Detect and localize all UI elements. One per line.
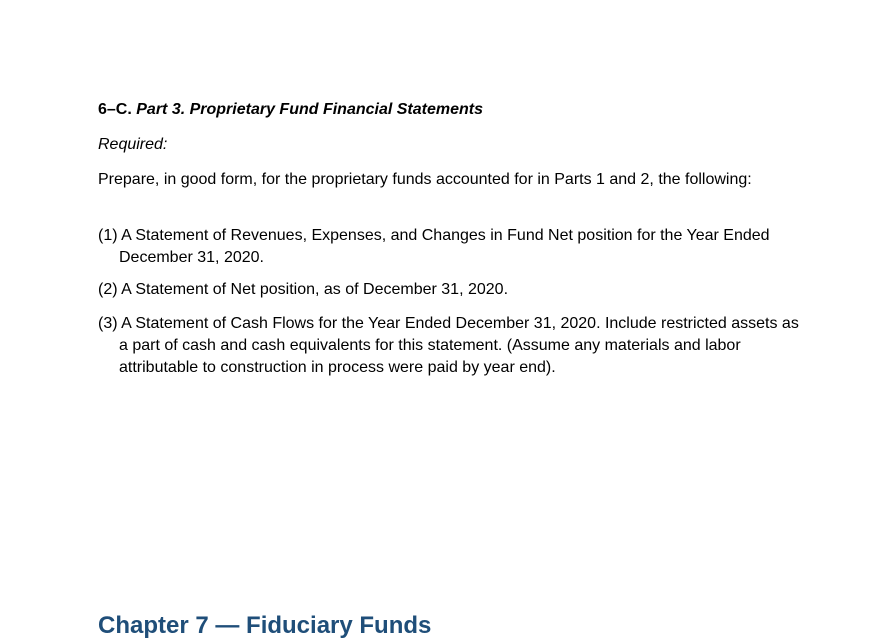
list-item: (1) A Statement of Revenues, Expenses, and Changes in Fund Net position for the Year Ended December 31, 2020. [98,227,770,266]
chapter-heading: Chapter 7 — Fiduciary Funds [98,612,432,639]
section-number: 6–C. [98,101,132,118]
section-title: Part 3. Proprietary Fund Financial Statements [136,101,484,118]
list-item: (2) A Statement of Net position, as of December 31, 2020. [98,281,509,298]
required-label: Required: [98,136,168,153]
intro-paragraph: Prepare, in good form, for the proprietary funds accounted for in Parts 1 and 2, the following: [98,171,752,188]
section-heading [98,101,483,119]
list-item: (3) A Statement of Cash Flows for the Year Ended December 31, 2020. Include restricted assets as a part of cash and cash equivalents for this statement. (Assume any materials and labor attributable to construction in process were paid by year end). [98,315,799,376]
